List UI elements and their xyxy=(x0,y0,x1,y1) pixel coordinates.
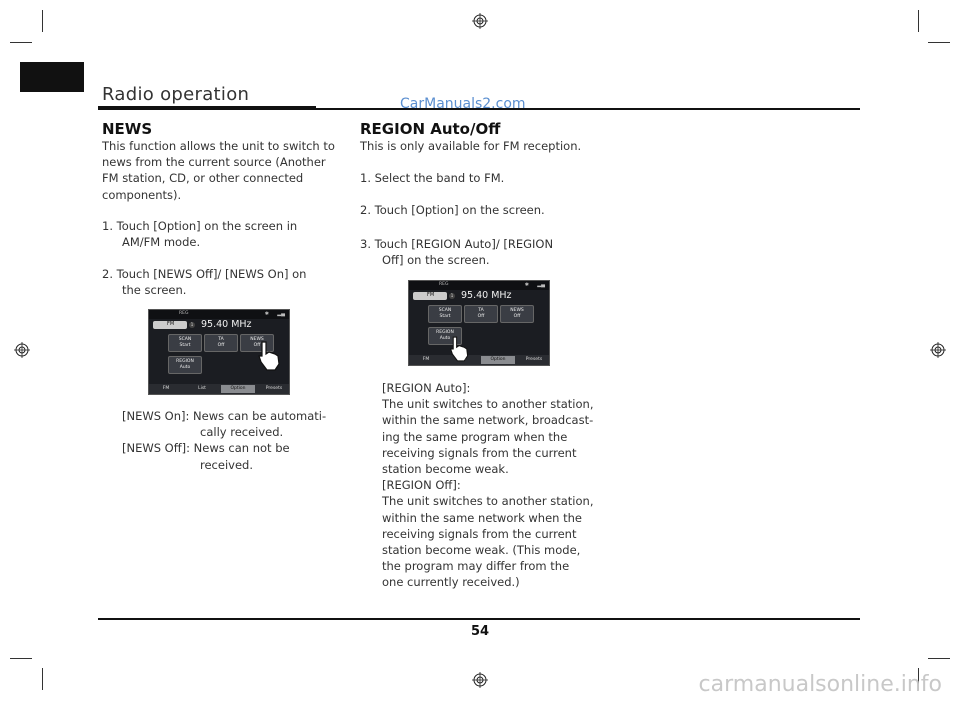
scan-button[interactable] xyxy=(428,305,462,323)
crop-mark xyxy=(928,658,950,659)
region-button-state: Auto xyxy=(439,336,451,341)
reg-indicator: REG xyxy=(439,282,449,287)
region-auto-description xyxy=(382,380,593,591)
screen-status-bar xyxy=(409,281,549,290)
scan-button-label: SCAN xyxy=(178,337,192,342)
screen-status-bar xyxy=(149,310,289,319)
news-heading: NEWS xyxy=(102,120,153,138)
tab-option[interactable]: Option xyxy=(481,356,515,364)
news-intro-line: FM station, CD, or other connected xyxy=(102,171,304,186)
region-intro: This is only available for FM reception. xyxy=(360,139,582,153)
tab-presets[interactable]: Presets xyxy=(265,386,283,391)
frequency-display: 95.40 MHz xyxy=(461,290,512,301)
region-off-line: The unit switches to another station, xyxy=(382,494,594,509)
news-step-2-line: 2. Touch [NEWS Off]/ [NEWS On] on xyxy=(102,267,307,281)
crop-mark xyxy=(10,42,32,43)
region-button[interactable] xyxy=(168,356,202,374)
screen-tab-bar xyxy=(409,355,549,365)
news-button-state: Off xyxy=(253,343,261,348)
region-off-line: within the same network when the xyxy=(382,510,582,525)
region-auto-line: The unit switches to another station, xyxy=(382,397,594,412)
crop-mark xyxy=(928,42,950,43)
news-intro-line: news from the current source (Another xyxy=(102,155,326,170)
crop-mark xyxy=(42,10,43,32)
ta-button-label: TA xyxy=(218,337,224,342)
news-intro xyxy=(102,138,335,203)
registration-mark-icon xyxy=(472,13,488,29)
news-step-1-line: AM/FM mode. xyxy=(122,235,201,250)
region-button-state: Auto xyxy=(179,365,191,370)
header-rule-accent xyxy=(98,106,316,110)
region-off-line: station become weak. (This mode, xyxy=(382,543,581,558)
band-indicator xyxy=(153,321,187,329)
crop-mark xyxy=(918,10,919,32)
band-label: FM xyxy=(167,321,175,327)
region-auto-line: station become weak. xyxy=(382,462,509,477)
region-button-label: REGION xyxy=(176,359,194,364)
crop-mark xyxy=(10,658,32,659)
registration-mark-icon xyxy=(472,672,488,688)
news-step-2-line: the screen. xyxy=(122,283,187,298)
region-off-line: receiving signals from the current xyxy=(382,526,577,541)
news-step-1-line: 1. Touch [Option] on the screen in xyxy=(102,219,298,233)
news-notes xyxy=(122,408,326,473)
region-auto-line: ing the same program when the xyxy=(382,429,568,444)
preset-number: 1 xyxy=(450,293,454,298)
scan-button-state: Start xyxy=(179,343,191,348)
pointing-hand-icon xyxy=(257,340,283,372)
tab-option[interactable]: Option xyxy=(221,385,255,393)
news-step-2 xyxy=(102,266,306,298)
crop-mark xyxy=(42,668,43,690)
tab-fm[interactable]: FM xyxy=(422,357,430,362)
section-title: Radio operation xyxy=(102,84,250,105)
region-step-2: 2. Touch [Option] on the screen. xyxy=(360,203,545,217)
frequency-display: 95.40 MHz xyxy=(201,319,252,330)
news-off-note: [NEWS Off]: News can not be xyxy=(122,441,290,456)
scan-button[interactable] xyxy=(168,334,202,352)
region-off-line: [REGION Off]: xyxy=(382,478,461,493)
ta-button-label: TA xyxy=(478,308,484,313)
scan-button-label: SCAN xyxy=(438,308,452,313)
ta-button[interactable] xyxy=(204,334,238,352)
news-button-label: NEWS xyxy=(250,337,264,342)
region-auto-line: receiving signals from the current xyxy=(382,445,577,460)
news-off-note: received. xyxy=(200,457,253,472)
band-label: FM xyxy=(427,292,435,298)
bluetooth-icon: ✱ xyxy=(264,311,269,317)
pointing-hand-icon xyxy=(449,335,471,363)
tab-list[interactable]: List xyxy=(198,386,206,391)
ta-button-state: Off xyxy=(477,314,485,319)
bluetooth-icon: ✱ xyxy=(524,282,529,288)
signal-icon: ▂▄ xyxy=(277,311,285,317)
region-button-label: REGION xyxy=(436,330,454,335)
screen-tab-bar xyxy=(149,384,289,394)
region-auto-line: within the same network, broadcast- xyxy=(382,413,594,428)
page-number: 54 xyxy=(470,624,490,639)
signal-icon: ▂▄ xyxy=(537,282,545,288)
registration-mark-icon xyxy=(930,342,946,358)
region-auto-line: [REGION Auto]: xyxy=(382,381,471,395)
radio-screen-news xyxy=(148,309,290,395)
news-intro-line: components). xyxy=(102,187,182,202)
radio-screen-region xyxy=(408,280,550,366)
region-step-3-line: 3. Touch [REGION Auto]/ [REGION xyxy=(360,237,554,251)
preset-number: 1 xyxy=(190,322,194,327)
reg-indicator: REG xyxy=(179,311,189,316)
news-on-note: [NEWS On]: News can be automati- xyxy=(122,409,327,423)
chapter-tab xyxy=(20,62,84,92)
tab-presets[interactable]: Presets xyxy=(525,357,543,362)
news-on-note: cally received. xyxy=(200,425,284,440)
news-button[interactable] xyxy=(500,305,534,323)
watermark-bottom: carmanualsonline.info xyxy=(698,672,942,697)
news-step-1 xyxy=(102,218,297,250)
ta-button-state: Off xyxy=(217,343,225,348)
tab-fm[interactable]: FM xyxy=(162,386,170,391)
watermark-top: CarManuals2.com xyxy=(400,96,526,112)
news-button-state: Off xyxy=(513,314,521,319)
scan-button-state: Start xyxy=(439,314,451,319)
region-off-line: the program may differ from the xyxy=(382,559,570,574)
footer-rule xyxy=(98,618,860,620)
news-button-label: NEWS xyxy=(510,308,524,313)
ta-button[interactable] xyxy=(464,305,498,323)
news-intro-line: This function allows the unit to switch to xyxy=(102,139,335,153)
region-step-3 xyxy=(360,236,553,268)
region-step-1: 1. Select the band to FM. xyxy=(360,171,505,185)
region-heading: REGION Auto/Off xyxy=(360,120,501,138)
band-indicator xyxy=(413,292,447,300)
registration-mark-icon xyxy=(14,342,30,358)
region-off-line: one currently received.) xyxy=(382,575,520,590)
region-step-3-line: Off] on the screen. xyxy=(382,253,490,268)
